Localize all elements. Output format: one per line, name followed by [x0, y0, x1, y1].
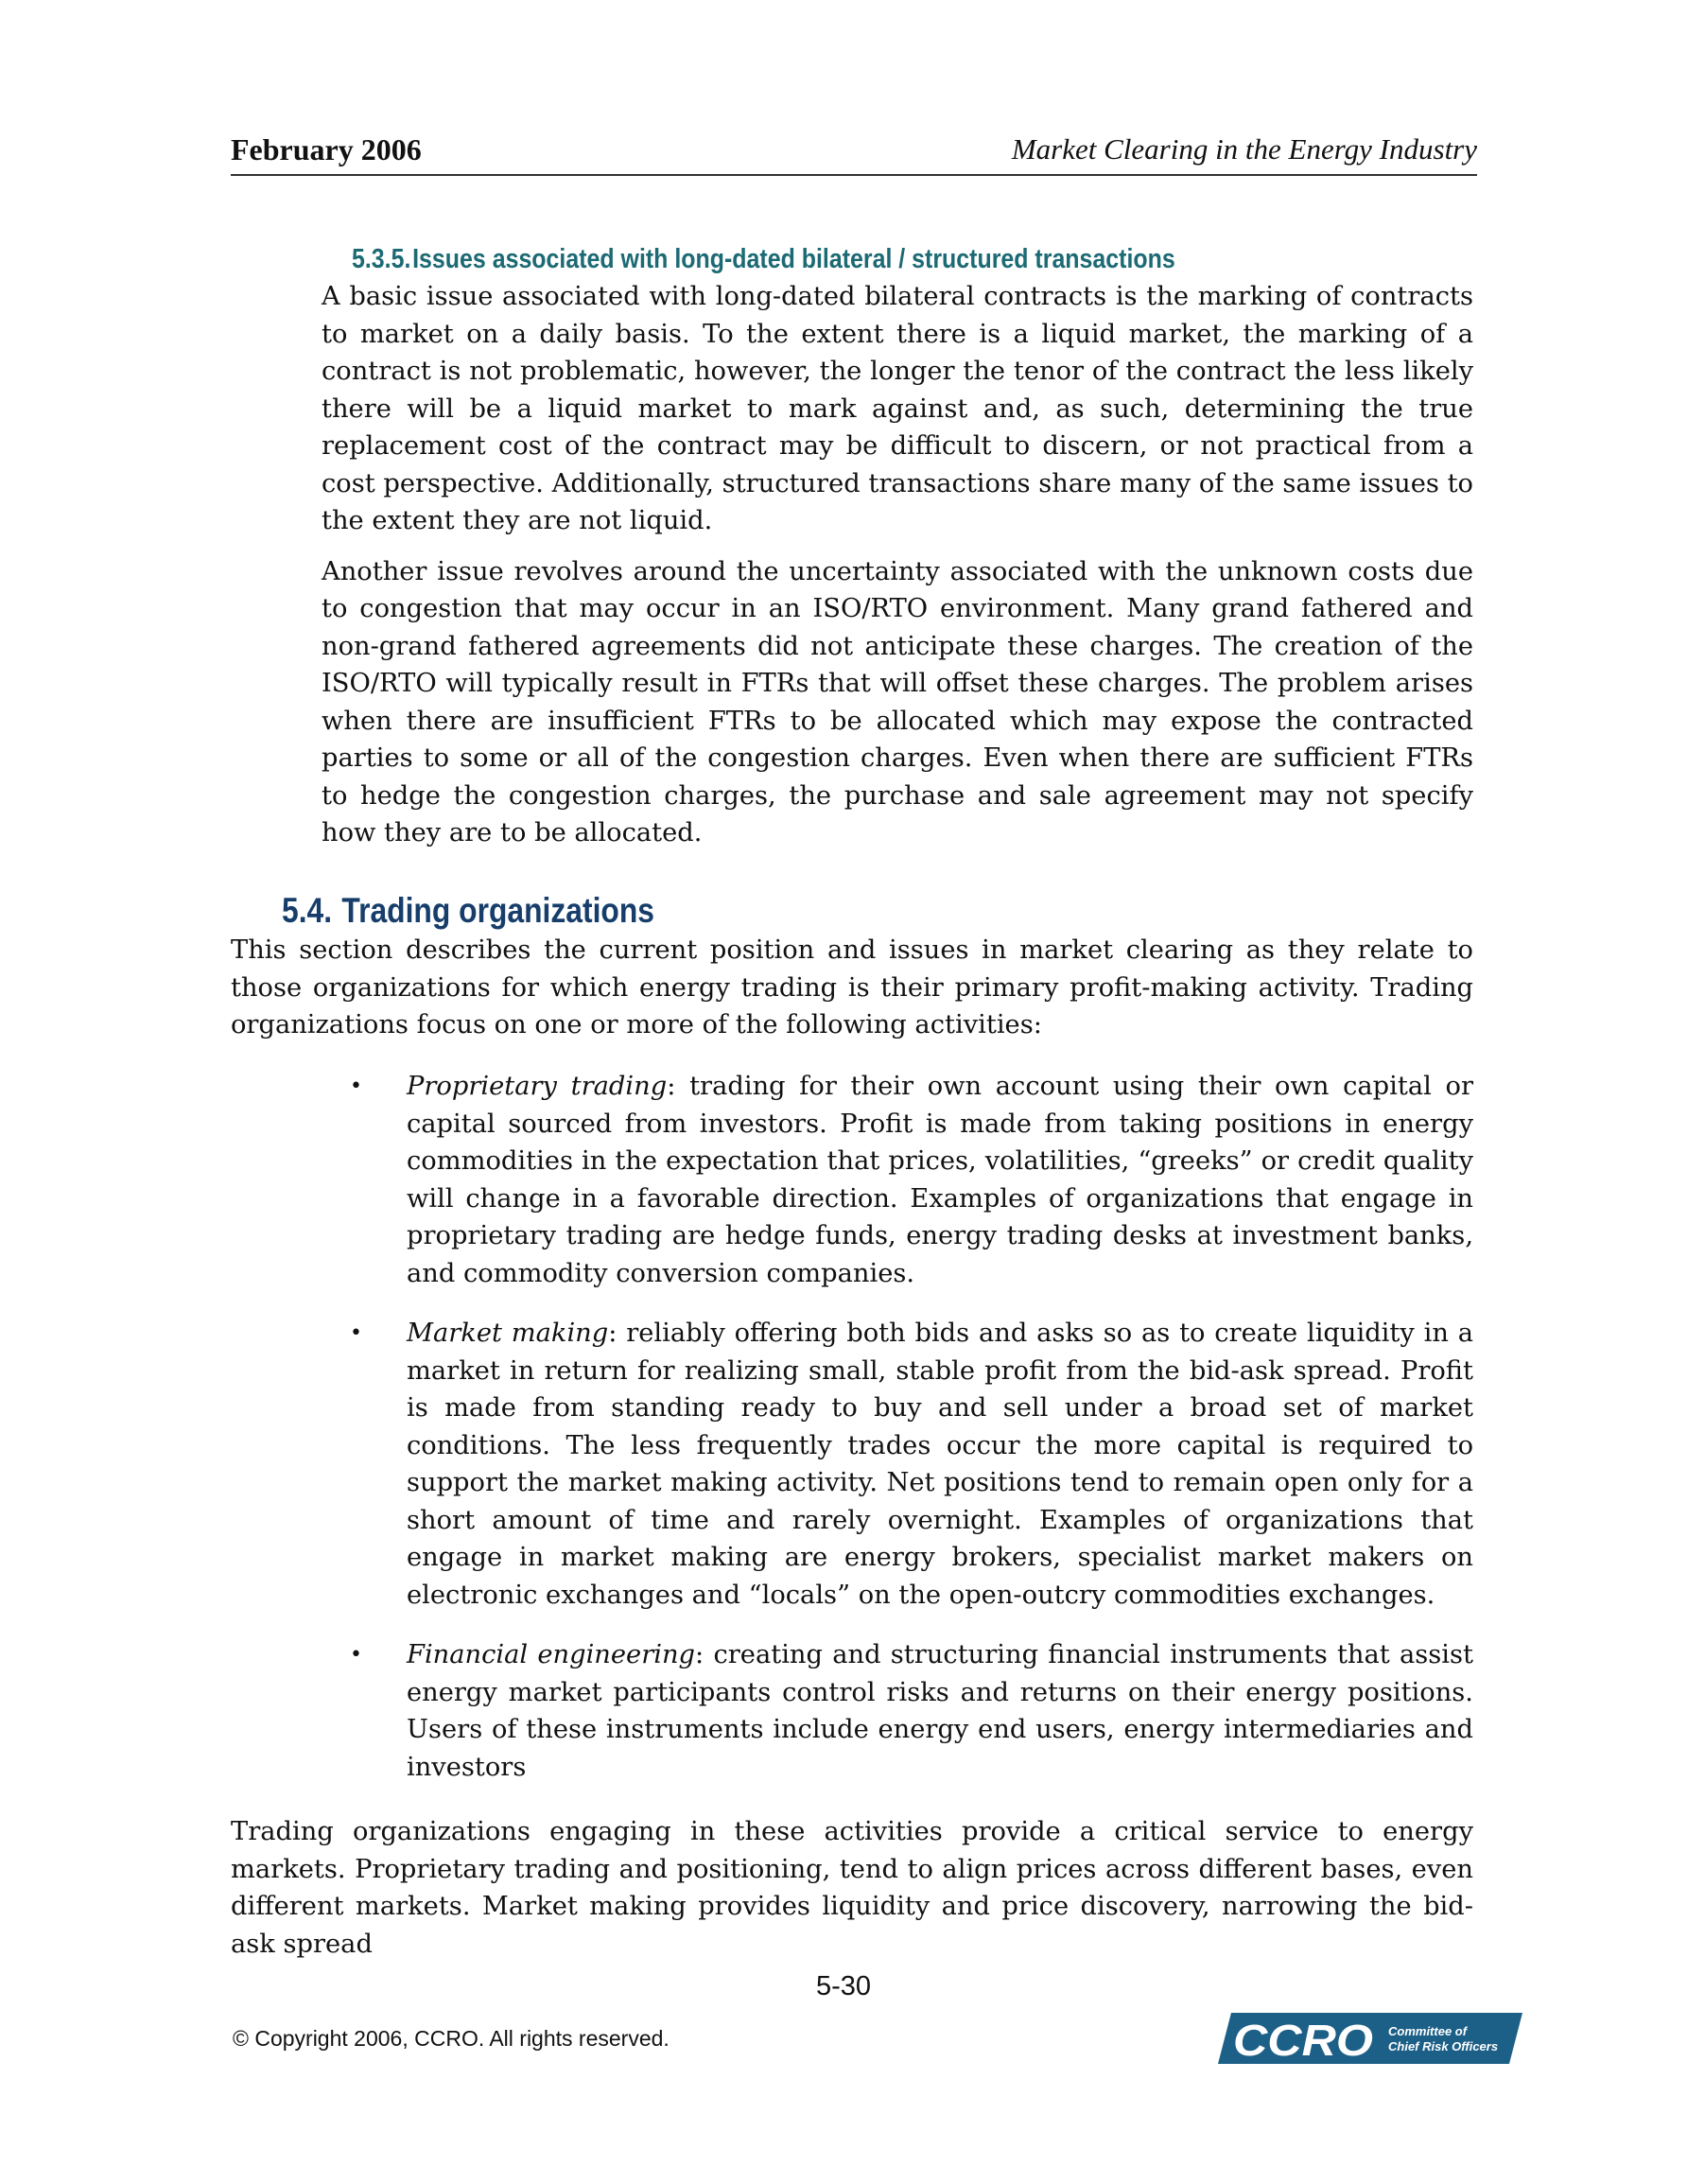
list-item-term: Proprietary trading — [407, 1072, 668, 1101]
subsection-5-3-5-body — [322, 278, 1473, 865]
subsection-number: 5.3.5. — [352, 244, 411, 274]
list-item-text — [407, 1068, 1473, 1292]
activity-list — [350, 1068, 1473, 1808]
list-item-description: : reliably offering both bids and asks so as to create liquidity in a market in return for realizing small, stable profit from the bid-ask spread. Profit is made from standing ready to buy and sell under a broad set of market conditions. The less frequently trades occur the more capital is required to support the market making activity. Net positions tend to remain open only for a short amount of time and rarely overnight. Examples of organizations that engage in market making are energy brokers, specialist market makers on electronic exchanges and “locals” on the open-outcry commodities exchanges. — [407, 1319, 1473, 1610]
list-item-description: : trading for their own account using their own capital or capital sourced from investors. Profit is made from taking positions in energy commodities in the expectation that prices, volatilities, “greeks” or credit quality will change in a favorable direction. Examples of organizations that engage in proprietary trading are hedge funds, energy trading desks at investment banks, and commodity conversion companies. — [407, 1072, 1473, 1288]
list-item — [350, 1636, 1473, 1786]
header-date: February 2006 — [231, 132, 422, 166]
list-item — [350, 1315, 1473, 1614]
page-number: 5-30 — [815, 1971, 872, 2001]
section-heading-5-4 — [282, 889, 654, 933]
list-item-term: Financial engineering — [407, 1640, 696, 1669]
logo-wordmark: CCRO — [1233, 2016, 1374, 2064]
list-item-text — [407, 1636, 1473, 1786]
subsection-heading-5-3-5 — [352, 240, 1175, 278]
section-title: Trading organizations — [341, 891, 655, 930]
page-header — [231, 131, 1477, 176]
paragraph: Another issue revolves around the uncertainty associated with the unknown costs due to congestion that may occur in an ISO/RTO environment. Many grand fathered and non-grand fathered agreements did not anticipate these charges. The creation of the ISO/RTO will typically result in FTRs that will offset these charges. The problem arises when there are insufficient FTRs to be allocated which may expose the contracted parties to some or all of the congestion charges. Even when there are sufficient FTRs to hedge the congestion charges, the purchase and sale agreement may not specify how they are to be allocated. — [322, 556, 1473, 847]
bullet-icon: • — [350, 1321, 362, 1345]
ccro-logo — [1218, 2013, 1522, 2064]
section-number: 5.4. — [282, 891, 333, 930]
list-item — [350, 1068, 1473, 1292]
list-item-text — [407, 1315, 1473, 1614]
bullet-icon: • — [350, 1643, 362, 1667]
list-item-term: Market making — [407, 1319, 609, 1348]
bullet-icon: • — [350, 1075, 362, 1098]
section-intro-paragraph: This section describes the current position and issues in market clearing as they relate to those organizations for which energy trading is their primary profit-making activity. Trading organizations focus on one or more of the following activities: — [231, 935, 1473, 1040]
copyright-notice: © Copyright 2006, CCRO. All rights reserved. — [233, 2026, 670, 2051]
paragraph: A basic issue associated with long-dated bilateral contracts is the marking of contracts to market on a daily basis. To the extent there is a liquid market, the marking of a contract is not problematic, however, the longer the tenor of the contract the less likely there will be a liquid market to mark against and, as such, determining the true replacement cost of the contract may be difficult to discern, or not practical from a cost perspective. Additionally, structured transactions share many of the same issues to the extent they are not liquid. — [322, 282, 1473, 535]
logo-tagline-line2: Chief Risk Officers — [1388, 2039, 1499, 2053]
logo-tagline-line1: Committee of — [1388, 2024, 1468, 2038]
header-document-title: Market Clearing in the Energy Industry — [1011, 132, 1477, 166]
closing-paragraph: Trading organizations engaging in these activities provide a critical service to energy markets. Proprietary trading and positioning, tend to align prices across different bases, even different markets. Market making provides liquidity and price discovery, narrowing the bid-ask spread — [231, 1817, 1473, 1959]
list-item-description: : creating and structuring financial instruments that assist energy market participants control risks and returns on their energy positions. Users of these instruments include energy end users, energy intermediaries and investors — [407, 1640, 1473, 1782]
subsection-title: Issues associated with long-dated bilateral / structured transactions — [412, 244, 1175, 274]
